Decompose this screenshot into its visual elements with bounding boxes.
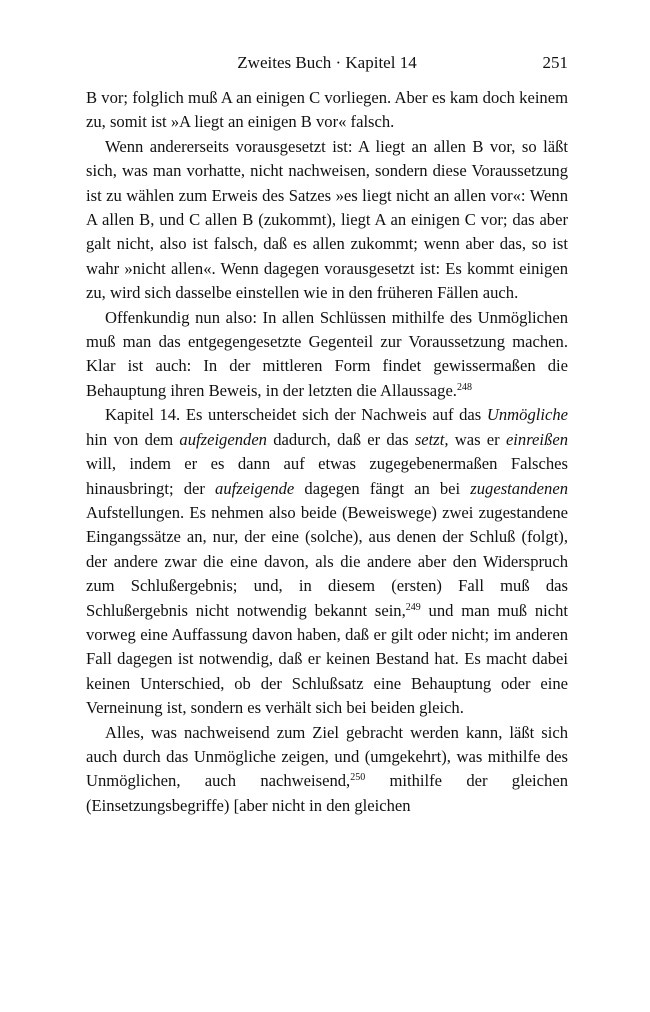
body-text (86, 86, 568, 818)
footnote-marker: 248 (456, 381, 472, 393)
text-run: will, indem er es dann auf etwas zugegebenermaßen Falsches hinausbringt; der (86, 454, 568, 498)
italic-term: einreißen (505, 429, 568, 449)
text-run: Kapitel 14. Es unterscheidet sich der Nachweis auf das (105, 405, 487, 425)
page-number: 251 (542, 53, 568, 72)
running-head-title: Zweites Buch · Kapitel 14 (237, 53, 417, 72)
text-run: B vor; folglich muß A an einigen C vorliegen. Aber es kam doch keinem zu, somit ist »A liegt an einigen B vor« falsch. (86, 88, 568, 132)
text-run: Wenn andererseits vorausgesetzt ist: A liegt an allen B vor, so läßt sich, was man vorhatte, nicht nachweisen, sondern diese Voraussetzung ist zu wählen zum Erweis des Satzes »es liegt nicht an allen vor«: Wenn A allen B, und C allen B (zukommt), liegt A an einigen C vor; das aber galt nicht, also ist falsch, daß es allen zukommt; wenn aber das, so ist wahr »nicht allen«. Wenn dagegen vorausgesetzt ist: Es kommt einigen zu, wird sich dasselbe einstellen wie in den früheren Fällen auch. (86, 136, 568, 303)
italic-term: aufzeigende (215, 478, 295, 498)
paragraph (86, 86, 568, 135)
text-run: dadurch, daß er das (266, 429, 415, 449)
paragraph (86, 403, 568, 720)
text-run: dagegen fängt an bei (294, 478, 471, 498)
running-head (86, 50, 568, 76)
italic-term: setzt, (414, 429, 449, 449)
text-run: Aufstellungen. Es nehmen also beide (Beweiswege) zwei zugestandene Eingangssätze an, nur, der eine (solche), aus denen der Schluß (folgt), der andere zwar die eine davon, als die andere aber den Widerspruch zum Schlußergebnis; und, in diesem (ersten) Fall muß das Schlußergebnis nicht notwendig bekannt sein, (86, 502, 568, 620)
text-run: und man muß nicht vorweg eine Auffassung davon haben, daß er gilt oder nicht; im anderen Fall dagegen ist notwendig, daß er keinen Bestand hat. Es macht dabei keinen Unterschied, ob der Schlußsatz eine Behauptung oder eine Verneinung ist, sondern es verhält sich bei beiden gleich. (86, 600, 569, 718)
paragraph (86, 135, 568, 306)
footnote-marker: 249 (405, 601, 421, 613)
text-run: mithilfe der gleichen (Einsetzungsbegriffe) [aber nicht in den gleichen (86, 771, 568, 815)
paragraph (86, 306, 568, 404)
italic-term: aufzeigenden (179, 429, 267, 449)
text-run: Alles, was nachweisend zum Ziel gebracht werden kann, läßt sich auch durch das Unmögliche zeigen, und (umgekehrt), was mithilfe des Unmöglichen, auch nachweisend, (86, 722, 568, 791)
text-run: hin von dem (86, 429, 180, 449)
paragraph (86, 721, 568, 819)
text-run: Offenkundig nun also: In allen Schlüssen mithilfe des Unmöglichen muß man das entgegengesetzte Gegenteil zur Voraussetzung machen. Klar ist auch: In der mittleren Form findet gewissermaßen die Behauptung ihren Beweis, in der letzten die Allaussage. (86, 307, 568, 400)
italic-term: Unmögliche (486, 405, 568, 425)
text-run: was er (448, 429, 506, 449)
italic-term: zugestandenen (470, 478, 568, 498)
footnote-marker: 250 (350, 772, 366, 784)
